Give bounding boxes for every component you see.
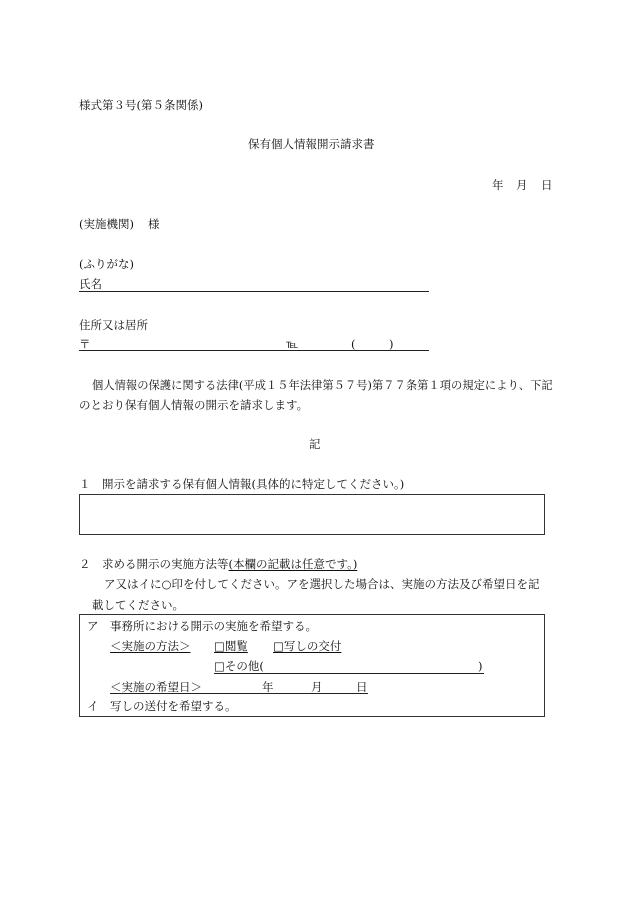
section2-note-1: ア又はイに○印を付してください。アを選択した場合は、実施の方法及び希望日を記 <box>104 577 540 591</box>
tel-mark: ℡ <box>286 337 299 351</box>
tel-paren-close: ) <box>389 337 394 351</box>
method-label: ＜実施の方法＞ <box>110 639 191 653</box>
desired-date-label: ＜実施の希望日＞ <box>110 680 202 694</box>
section2-note-2: 載してください。 <box>92 598 184 612</box>
address-underline[interactable] <box>79 350 429 351</box>
section2-label <box>79 557 357 571</box>
postal-mark: 〒 <box>79 337 91 351</box>
form-title: 保有個人情報開示請求書 <box>248 137 375 151</box>
option-i[interactable]: イ 写しの送付を希望する。 <box>87 699 237 713</box>
option-a[interactable]: ア 事務所における開示の実施を希望する。 <box>87 619 317 633</box>
section1-label: １ 開示を請求する保有個人情報(具体的に特定してください。) <box>79 477 405 491</box>
section1-input-box[interactable] <box>79 494 545 535</box>
address-label: 住所又は居所 <box>79 318 148 332</box>
section2-label-prefix: ２ 求める開示の実施方法等 <box>79 557 229 571</box>
tel-paren-open: ( <box>351 337 356 351</box>
date-month: 月 <box>516 178 528 192</box>
ki-heading: 記 <box>309 437 321 451</box>
furigana-label: (ふりがな) <box>79 257 134 271</box>
addressee-org: (実施機関) <box>79 217 134 231</box>
method-copy-checkbox[interactable]: □写しの交付 <box>273 639 342 653</box>
date-day: 日 <box>541 178 553 192</box>
form-number: 様式第３号(第５条関係) <box>79 98 203 112</box>
desired-date-underline[interactable] <box>110 693 368 694</box>
body-line-1: 個人情報の保護に関する法律(平成１５年法律第５７号)第７７条第１項の規定により、下記 <box>92 379 553 392</box>
desired-date-day: 日 <box>356 680 368 694</box>
method-other-checkbox[interactable]: □その他( <box>214 659 264 673</box>
method-other-underline[interactable] <box>214 673 484 674</box>
addressee-honorific: 様 <box>148 217 160 231</box>
name-underline[interactable] <box>79 291 429 292</box>
name-label: 氏名 <box>79 277 102 291</box>
method-view-checkbox[interactable]: □閲覧 <box>214 639 248 653</box>
desired-date-year: 年 <box>262 680 274 694</box>
date-year: 年 <box>492 178 504 192</box>
section2-label-optional: (本欄の記載は任意です。) <box>228 557 358 571</box>
method-other-close: ) <box>478 659 483 673</box>
body-line-2: のとおり保有個人情報の開示を請求します。 <box>79 398 309 412</box>
desired-date-month: 月 <box>311 680 323 694</box>
